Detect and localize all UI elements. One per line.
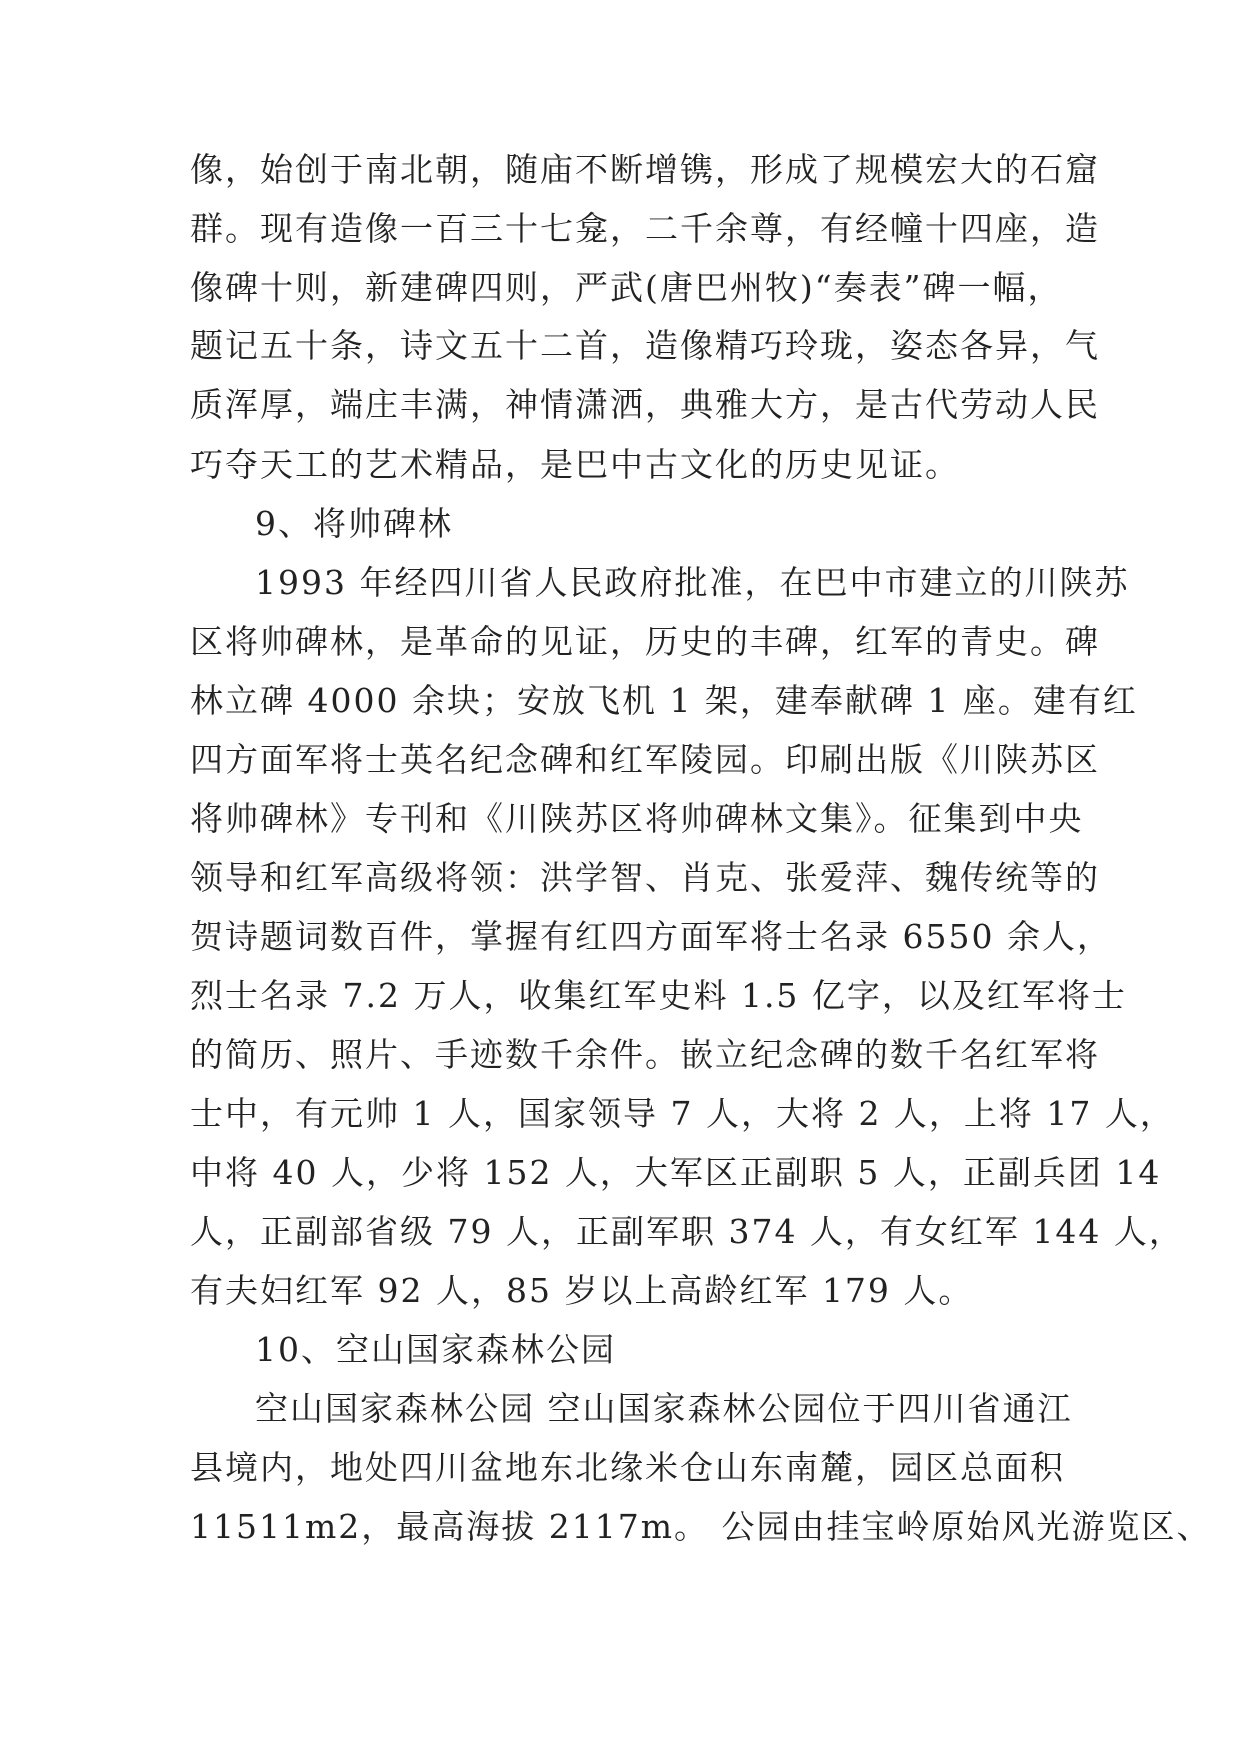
text-line: 士中，有元帅 1 人，国家领导 7 人，大将 2 人，上将 17 人， xyxy=(190,1094,1175,1133)
text-line: 题记五十条，诗文五十二首，造像精巧玲珑，姿态各异，气 xyxy=(190,326,1100,365)
text-line: 贺诗题词数百件，掌握有红四方面军将士名录 6550 余人， xyxy=(190,917,1112,956)
text-line: 有夫妇红军 92 人，85 岁以上高龄红军 179 人。 xyxy=(190,1271,974,1310)
text-line: 质浑厚，端庄丰满，神情潇洒，典雅大方，是古代劳动人民 xyxy=(190,385,1100,424)
section-heading-9: 9、将帅碑林 xyxy=(255,504,453,543)
text-line: 中将 40 人，少将 152 人，大军区正副职 5 人，正副兵团 14 xyxy=(190,1153,1162,1192)
text-line: 四方面军将士英名纪念碑和红军陵园。印刷出版《川陕苏区 xyxy=(190,740,1100,779)
text-line: 空山国家森林公园 空山国家森林公园位于四川省通江 xyxy=(255,1389,1073,1428)
text-line: 领导和红军高级将领：洪学智、肖克、张爱萍、魏传统等的 xyxy=(190,858,1100,897)
text-line: 烈士名录 7.2 万人，收集红军史料 1.5 亿字，以及红军将士 xyxy=(190,976,1127,1015)
text-line: 1993 年经四川省人民政府批准，在巴中市建立的川陕苏 xyxy=(255,563,1130,602)
text-line: 像，始创于南北朝，随庙不断增镌，形成了规模宏大的石窟 xyxy=(190,150,1100,189)
text-line: 人，正副部省级 79 人，正副军职 374 人，有女红军 144 人， xyxy=(190,1212,1184,1251)
text-line: 11511m2，最高海拔 2117m。 公园由挂宝岭原始风光游览区、 xyxy=(190,1507,1212,1546)
text-line: 林立碑 4000 余块；安放飞机 1 架，建奉献碑 1 座。建有红 xyxy=(190,681,1138,720)
text-line: 群。现有造像一百三十七龛，二千余尊，有经幢十四座，造 xyxy=(190,209,1100,248)
text-line: 县境内，地处四川盆地东北缘米仓山东南麓，园区总面积 xyxy=(190,1448,1065,1487)
text-line: 的简历、照片、手迹数千余件。嵌立纪念碑的数千名红军将 xyxy=(190,1035,1100,1074)
section-heading-10: 10、空山国家森林公园 xyxy=(255,1330,616,1369)
text-line: 巧夺天工的艺术精品，是巴中古文化的历史见证。 xyxy=(190,445,960,484)
text-line: 将帅碑林》专刊和《川陕苏区将帅碑林文集》。征集到中央 xyxy=(190,799,1084,838)
text-line: 像碑十则，新建碑四则，严武(唐巴州牧)“奏表”碑一幅， xyxy=(190,268,1063,307)
text-line: 区将帅碑林，是革命的见证，历史的丰碑，红军的青史。碑 xyxy=(190,622,1100,661)
